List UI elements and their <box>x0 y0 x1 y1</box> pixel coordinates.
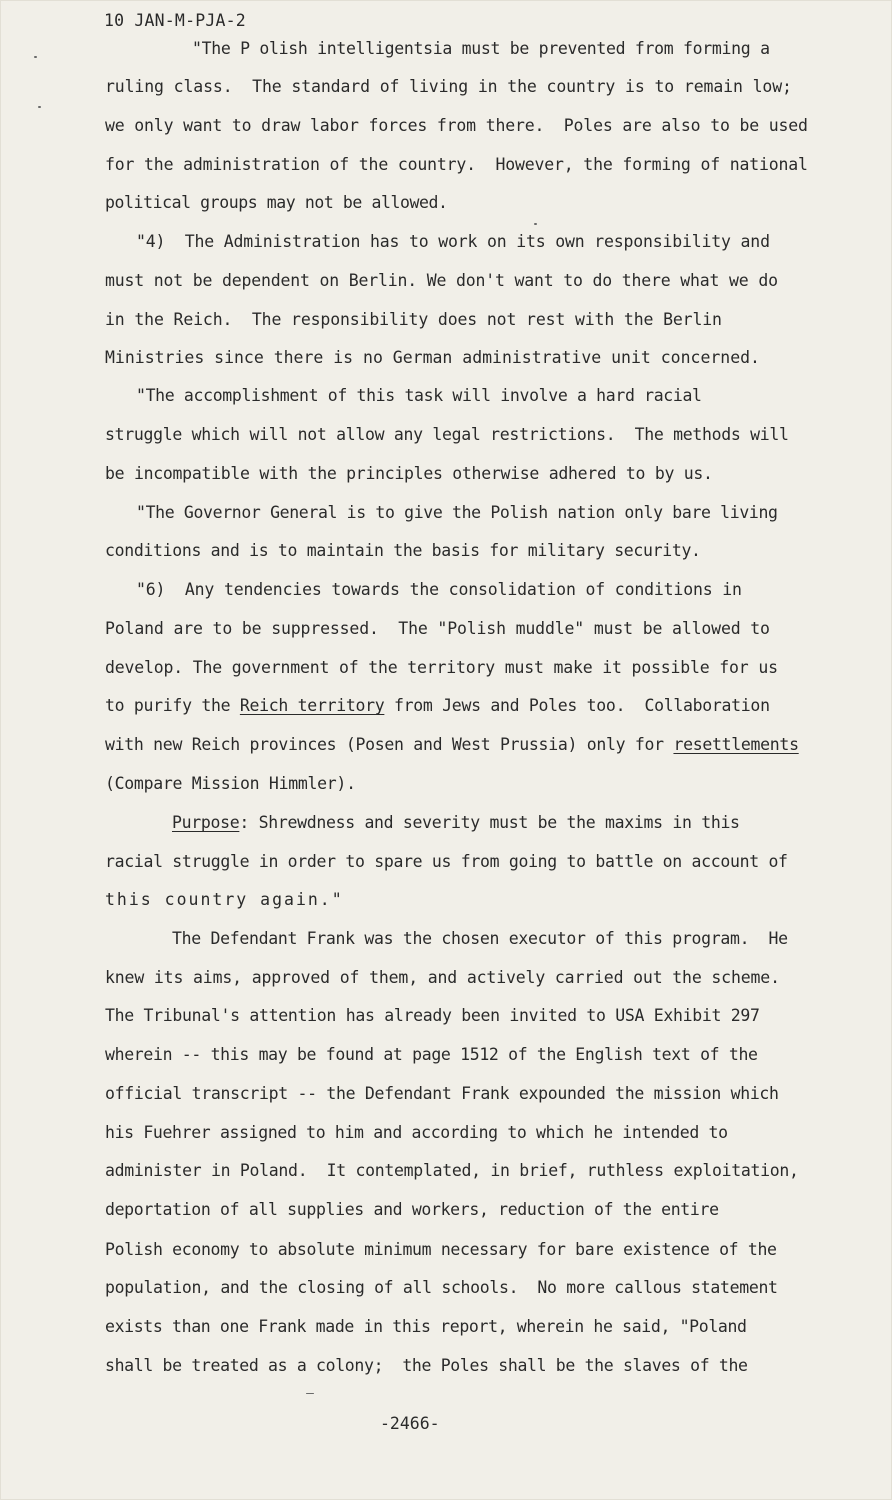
body-line: this country again." <box>105 890 344 909</box>
line-text: with new Reich provinces (Posen and West Prussia) only for <box>105 735 674 754</box>
body-line: "6) Any tendencies towards the consolidation of conditions in <box>136 580 742 599</box>
body-line: "4) The Administration has to work on its own responsibility and <box>136 232 770 251</box>
body-line: The Defendant Frank was the chosen executor of this program. He <box>172 929 788 948</box>
body-line: Ministries since there is no German administrative unit concerned. <box>105 348 760 367</box>
body-line: exists than one Frank made in this report, wherein he said, "Poland <box>105 1317 747 1336</box>
underlined-phrase: Purpose <box>172 813 240 832</box>
body-line <box>105 735 799 755</box>
paper-speck <box>306 1393 314 1394</box>
body-line: in the Reich. The responsibility does not rest with the Berlin <box>105 310 722 329</box>
body-line: be incompatible with the principles otherwise adhered to by us. <box>105 464 713 483</box>
body-line: population, and the closing of all schools. No more callous statement <box>105 1278 778 1297</box>
underlined-phrase: Reich territory <box>239 696 385 715</box>
body-line: for the administration of the country. However, the forming of national <box>105 155 808 174</box>
body-line <box>172 813 740 833</box>
body-line: "The accomplishment of this task will involve a hard racial <box>136 386 702 405</box>
body-line: "The P olish intelligentsia must be prevented from forming a <box>192 39 770 58</box>
body-line <box>105 696 770 716</box>
body-line: must not be dependent on Berlin. We don't want to do there what we do <box>105 271 778 290</box>
paper-speck <box>38 106 41 108</box>
body-line: ruling class. The standard of living in the country is to remain low; <box>105 77 792 96</box>
line-text: : Shrewdness and severity must be the maxims in this <box>239 813 740 832</box>
body-line: wherein -- this may be found at page 1512 of the English text of the <box>105 1045 758 1064</box>
document-reference: 10 JAN-M-PJA-2 <box>104 11 246 30</box>
line-text: to purify the <box>105 696 240 715</box>
body-line: conditions and is to maintain the basis for military security. <box>105 541 701 560</box>
body-line: we only want to draw labor forces from there. Poles are also to be used <box>105 116 808 135</box>
page-number: -2466- <box>380 1414 440 1433</box>
underlined-phrase: resettlements <box>673 735 799 754</box>
body-line: administer in Poland. It contemplated, in brief, ruthless exploitation, <box>105 1161 799 1180</box>
body-line: (Compare Mission Himmler). <box>105 774 356 793</box>
body-line: shall be treated as a colony; the Poles shall be the slaves of the <box>105 1356 748 1375</box>
body-line: deportation of all supplies and workers, reduction of the entire <box>105 1200 719 1219</box>
paper-speck <box>34 56 37 58</box>
body-line: knew its aims, approved of them, and actively carried out the scheme. <box>105 968 780 987</box>
body-line: "The Governor General is to give the Polish nation only bare living <box>136 503 778 522</box>
paper-speck <box>534 223 537 225</box>
body-line: Poland are to be suppressed. The "Polish muddle" must be allowed to <box>105 619 770 638</box>
body-line: The Tribunal's attention has already been invited to USA Exhibit 297 <box>105 1006 760 1025</box>
body-line: official transcript -- the Defendant Frank expounded the mission which <box>105 1084 779 1103</box>
body-line: Polish economy to absolute minimum necessary for bare existence of the <box>105 1240 777 1259</box>
body-line: racial struggle in order to spare us from going to battle on account of <box>105 852 788 871</box>
line-text: from Jews and Poles too. Collaboration <box>384 696 770 715</box>
body-line: political groups may not be allowed. <box>105 193 448 212</box>
body-line: his Fuehrer assigned to him and according to which he intended to <box>105 1123 728 1142</box>
body-line: struggle which will not allow any legal restrictions. The methods will <box>105 425 789 444</box>
body-line: develop. The government of the territory must make it possible for us <box>105 658 778 677</box>
